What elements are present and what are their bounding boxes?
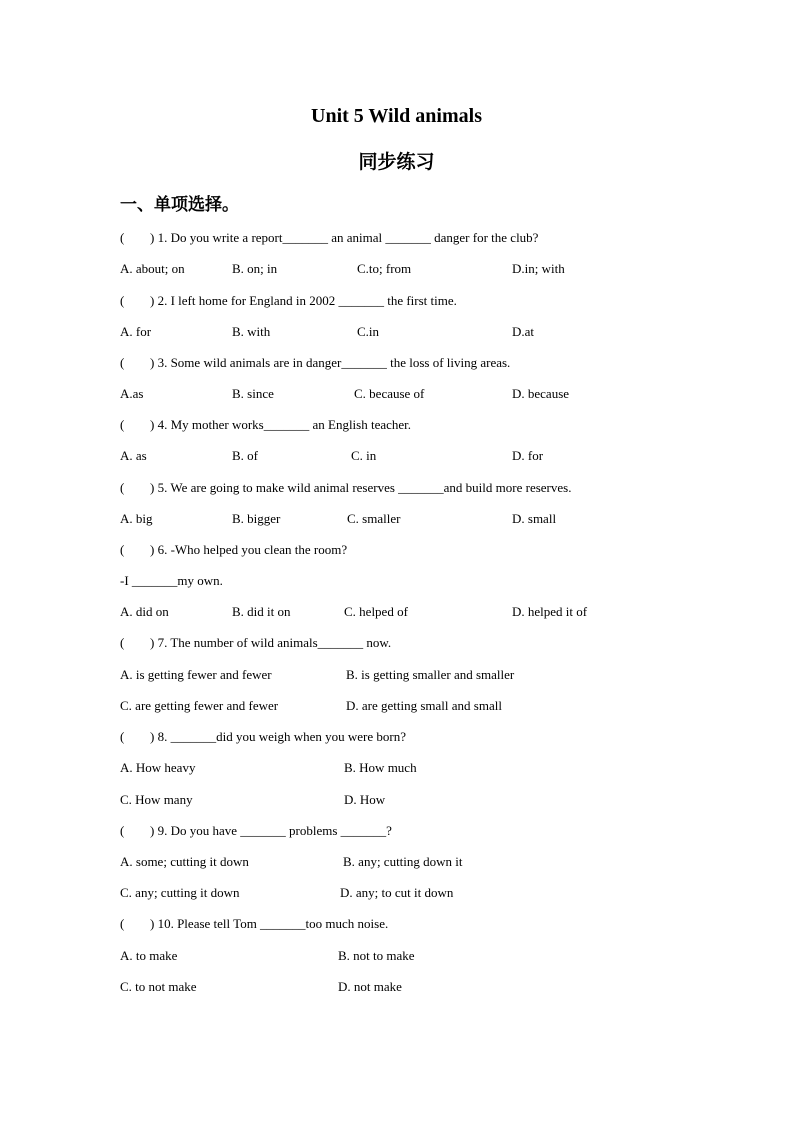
option-c: C.in bbox=[357, 324, 380, 339]
option-d: D. because bbox=[512, 386, 570, 401]
options-row bbox=[0, 978, 793, 996]
question-10 bbox=[0, 915, 793, 933]
document-subtitle: 同步练习 bbox=[358, 151, 435, 173]
question-9 bbox=[0, 822, 793, 840]
answer-bracket[interactable]: ( bbox=[120, 230, 125, 245]
option-c: C. in bbox=[351, 448, 377, 463]
question-3 bbox=[0, 354, 793, 372]
option-c: C.to; from bbox=[357, 261, 412, 276]
question-1 bbox=[0, 229, 793, 247]
option-b: B. with bbox=[232, 324, 271, 339]
options-row bbox=[0, 947, 793, 965]
option-b: B. How much bbox=[344, 760, 417, 775]
option-b: B. of bbox=[232, 448, 258, 463]
option-b: B. on; in bbox=[232, 261, 278, 276]
option-c: C. helped of bbox=[344, 604, 408, 619]
option-a: A. about; on bbox=[120, 261, 185, 276]
question-4 bbox=[0, 416, 793, 434]
option-b: B. did it on bbox=[232, 604, 291, 619]
question-2 bbox=[0, 292, 793, 310]
answer-bracket[interactable]: ( bbox=[120, 355, 125, 370]
answer-bracket[interactable]: ( bbox=[120, 823, 125, 838]
question-stem: ) 10. Please tell Tom _______too much noise. bbox=[150, 916, 389, 931]
question-stem: ) 1. Do you write a report_______ an animal _______ danger for the club? bbox=[150, 230, 539, 245]
option-b: B. any; cutting down it bbox=[343, 854, 463, 869]
option-b: B. not to make bbox=[338, 948, 415, 963]
section-heading: 一、单项选择。 bbox=[120, 195, 239, 215]
question-stem: ) 5. We are going to make wild animal reserves _______and build more reserves. bbox=[150, 480, 572, 495]
option-a: A. for bbox=[120, 324, 152, 339]
option-d: D. for bbox=[512, 448, 544, 463]
question-6-response bbox=[0, 572, 793, 590]
options-row bbox=[0, 666, 793, 684]
option-a: A. did on bbox=[120, 604, 169, 619]
question-stem: ) 3. Some wild animals are in danger_______ the loss of living areas. bbox=[150, 355, 511, 370]
question-stem: ) 2. I left home for England in 2002 _______ the first time. bbox=[150, 293, 457, 308]
answer-bracket[interactable]: ( bbox=[120, 542, 125, 557]
option-d: D. are getting small and small bbox=[346, 698, 502, 713]
document-title: Unit 5 Wild animals bbox=[311, 105, 482, 127]
option-c: C. to not make bbox=[120, 979, 197, 994]
option-d: D.in; with bbox=[512, 261, 565, 276]
question-stem: ) 8. _______did you weigh when you were born? bbox=[150, 729, 406, 744]
option-a: A. as bbox=[120, 448, 147, 463]
answer-bracket[interactable]: ( bbox=[120, 417, 125, 432]
question-6 bbox=[0, 541, 793, 559]
option-b: B. since bbox=[232, 386, 274, 401]
option-d: D. any; to cut it down bbox=[340, 885, 454, 900]
option-d: D. small bbox=[512, 511, 557, 526]
answer-bracket[interactable]: ( bbox=[120, 635, 125, 650]
options-row bbox=[0, 510, 793, 528]
answer-bracket[interactable]: ( bbox=[120, 480, 125, 495]
option-a: A. How heavy bbox=[120, 760, 196, 775]
options-row bbox=[0, 447, 793, 465]
question-stem-line2: -I _______my own. bbox=[120, 573, 223, 588]
options-row bbox=[0, 385, 793, 403]
option-a: A.as bbox=[120, 386, 144, 401]
options-row bbox=[0, 697, 793, 715]
answer-bracket[interactable]: ( bbox=[120, 916, 125, 931]
question-7 bbox=[0, 634, 793, 652]
option-d: D. helped it of bbox=[512, 604, 588, 619]
option-a: A. is getting fewer and fewer bbox=[120, 667, 272, 682]
question-5 bbox=[0, 479, 793, 497]
option-a: A. some; cutting it down bbox=[120, 854, 249, 869]
question-8 bbox=[0, 728, 793, 746]
option-d: D. How bbox=[344, 792, 386, 807]
option-d: D.at bbox=[512, 324, 535, 339]
options-row bbox=[0, 853, 793, 871]
question-stem: ) 9. Do you have _______ problems _______? bbox=[150, 823, 392, 838]
option-d: D. not make bbox=[338, 979, 402, 994]
option-a: A. big bbox=[120, 511, 153, 526]
option-c: C. because of bbox=[354, 386, 425, 401]
options-row bbox=[0, 603, 793, 621]
option-c: C. How many bbox=[120, 792, 193, 807]
question-stem: ) 6. -Who helped you clean the room? bbox=[150, 542, 348, 557]
option-c: C. are getting fewer and fewer bbox=[120, 698, 279, 713]
option-c: C. smaller bbox=[347, 511, 401, 526]
option-a: A. to make bbox=[120, 948, 178, 963]
options-row bbox=[0, 884, 793, 902]
question-stem: ) 7. The number of wild animals_______ now. bbox=[150, 635, 392, 650]
options-row bbox=[0, 759, 793, 777]
options-row bbox=[0, 260, 793, 278]
answer-bracket[interactable]: ( bbox=[120, 729, 125, 744]
options-row bbox=[0, 323, 793, 341]
options-row bbox=[0, 791, 793, 809]
option-b: B. bigger bbox=[232, 511, 281, 526]
option-c: C. any; cutting it down bbox=[120, 885, 240, 900]
option-b: B. is getting smaller and smaller bbox=[346, 667, 515, 682]
question-stem: ) 4. My mother works_______ an English teacher. bbox=[150, 417, 412, 432]
answer-bracket[interactable]: ( bbox=[120, 293, 125, 308]
